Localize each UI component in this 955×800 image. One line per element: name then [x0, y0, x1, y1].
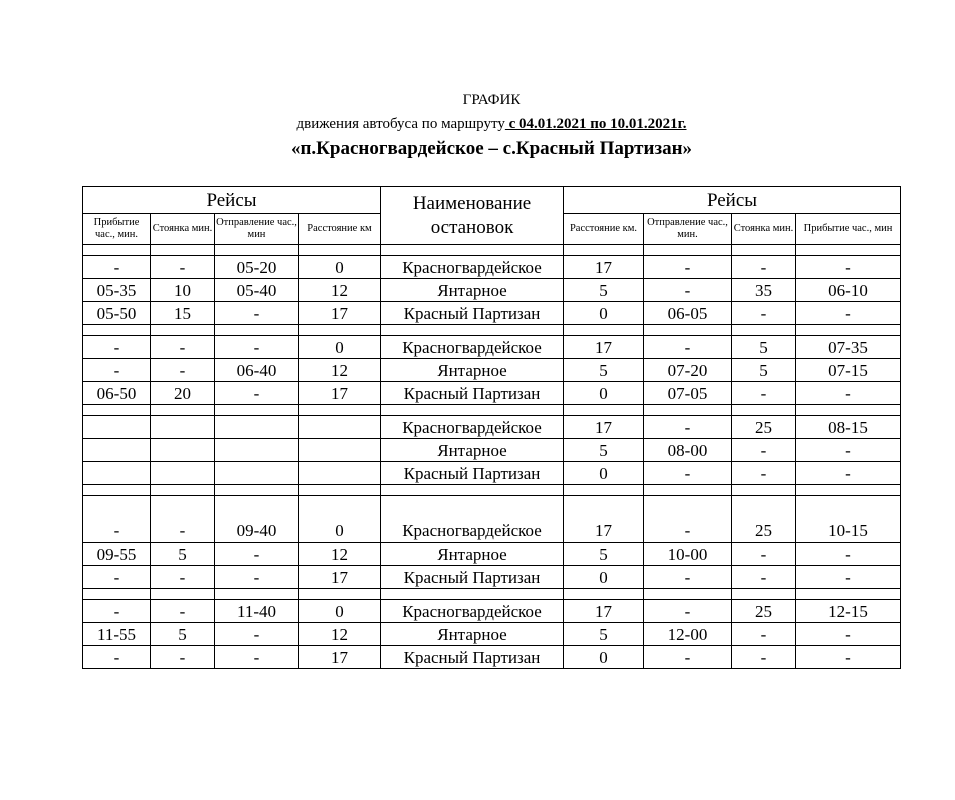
- separator-cell: [151, 485, 215, 496]
- separator-cell: [151, 589, 215, 600]
- left-departure-cell: -: [215, 623, 299, 646]
- left-arrival-cell: -: [83, 646, 151, 669]
- left-distance-cell: [299, 462, 381, 485]
- stop-name-cell: Янтарное: [381, 359, 564, 382]
- separator-cell: [732, 589, 796, 600]
- separator-cell: [796, 589, 901, 600]
- right-stay-cell: -: [732, 302, 796, 325]
- right-departure-cell: 12-00: [644, 623, 732, 646]
- right-departure-header: Отправление час., мин.: [644, 214, 732, 245]
- separator-cell: [381, 485, 564, 496]
- right-departure-cell: -: [644, 336, 732, 359]
- stop-name-cell: Красногвардейское: [381, 600, 564, 623]
- left-arrival-cell: [83, 416, 151, 439]
- table-row: [83, 359, 901, 382]
- separator-cell: [299, 245, 381, 256]
- left-departure-cell: 05-40: [215, 279, 299, 302]
- separator-cell: [644, 405, 732, 416]
- stop-name-cell: Красногвардейское: [381, 336, 564, 359]
- right-distance-cell: 0: [564, 646, 644, 669]
- left-arrival-cell: 05-50: [83, 302, 151, 325]
- stop-name-cell: Красногвардейское: [381, 416, 564, 439]
- right-stay-cell: -: [732, 256, 796, 279]
- stop-name-cell: Красный Партизан: [381, 646, 564, 669]
- right-arrival-cell: 12-15: [796, 600, 901, 623]
- left-arrival-cell: -: [83, 496, 151, 543]
- left-arrival-header: Прибытие час., мин.: [83, 214, 151, 245]
- separator-cell: [381, 589, 564, 600]
- stop-name-cell: Янтарное: [381, 623, 564, 646]
- table-row: [83, 496, 901, 543]
- left-departure-cell: -: [215, 382, 299, 405]
- table-row: [83, 382, 901, 405]
- table-row: [83, 416, 901, 439]
- right-arrival-cell: -: [796, 439, 901, 462]
- separator-cell: [564, 485, 644, 496]
- left-stay-cell: -: [151, 566, 215, 589]
- right-arrival-header: Прибытие час., мин: [796, 214, 901, 245]
- separator-cell: [732, 245, 796, 256]
- right-arrival-cell: -: [796, 566, 901, 589]
- separator-cell: [381, 325, 564, 336]
- separator-cell: [381, 405, 564, 416]
- separator-cell: [732, 405, 796, 416]
- left-distance-cell: 17: [299, 646, 381, 669]
- table-row: [83, 256, 901, 279]
- right-distance-cell: 5: [564, 359, 644, 382]
- right-arrival-cell: 07-15: [796, 359, 901, 382]
- stop-name-cell: Красный Партизан: [381, 566, 564, 589]
- separator-cell: [564, 405, 644, 416]
- left-departure-cell: [215, 462, 299, 485]
- left-departure-cell: -: [215, 566, 299, 589]
- left-distance-cell: 17: [299, 382, 381, 405]
- right-stay-cell: -: [732, 382, 796, 405]
- right-arrival-cell: -: [796, 462, 901, 485]
- separator-cell: [564, 589, 644, 600]
- right-departure-cell: 08-00: [644, 439, 732, 462]
- separator-cell: [83, 245, 151, 256]
- right-arrival-cell: -: [796, 256, 901, 279]
- separator-cell: [151, 325, 215, 336]
- left-stay-cell: -: [151, 496, 215, 543]
- left-departure-cell: -: [215, 646, 299, 669]
- left-arrival-cell: [83, 462, 151, 485]
- right-distance-cell: 5: [564, 543, 644, 566]
- right-departure-cell: 06-05: [644, 302, 732, 325]
- route-description: движения автобуса по маршруту: [296, 116, 505, 132]
- stop-name-cell: Янтарное: [381, 279, 564, 302]
- table-row: [83, 623, 901, 646]
- stop-name-cell: Красный Партизан: [381, 302, 564, 325]
- left-distance-cell: 12: [299, 543, 381, 566]
- separator-cell: [796, 245, 901, 256]
- left-stay-cell: 10: [151, 279, 215, 302]
- right-stay-cell: 35: [732, 279, 796, 302]
- left-distance-cell: [299, 439, 381, 462]
- right-trips-header: Рейсы: [564, 187, 901, 214]
- right-stay-cell: -: [732, 646, 796, 669]
- separator-cell: [215, 589, 299, 600]
- left-stay-cell: 5: [151, 543, 215, 566]
- right-distance-cell: 17: [564, 416, 644, 439]
- right-departure-cell: -: [644, 462, 732, 485]
- left-distance-cell: 12: [299, 623, 381, 646]
- right-arrival-cell: -: [796, 543, 901, 566]
- right-departure-cell: -: [644, 256, 732, 279]
- separator-cell: [644, 325, 732, 336]
- right-stay-cell: -: [732, 439, 796, 462]
- right-departure-cell: -: [644, 600, 732, 623]
- left-arrival-cell: -: [83, 256, 151, 279]
- right-distance-cell: 17: [564, 256, 644, 279]
- stop-name-cell: Красногвардейское: [381, 256, 564, 279]
- right-stay-cell: -: [732, 462, 796, 485]
- right-stay-cell: 25: [732, 496, 796, 543]
- right-departure-cell: -: [644, 646, 732, 669]
- left-arrival-cell: -: [83, 600, 151, 623]
- left-arrival-cell: -: [83, 566, 151, 589]
- left-stay-cell: -: [151, 256, 215, 279]
- table-row: [83, 462, 901, 485]
- separator-cell: [796, 405, 901, 416]
- separator-cell: [299, 405, 381, 416]
- block-separator: [83, 485, 901, 496]
- right-arrival-cell: -: [796, 646, 901, 669]
- schedule-period: с 04.01.2021 по 10.01.2021г.: [504, 116, 687, 132]
- left-stay-cell: 15: [151, 302, 215, 325]
- separator-cell: [215, 245, 299, 256]
- table-row: [83, 336, 901, 359]
- left-departure-cell: [215, 439, 299, 462]
- table-row: [83, 566, 901, 589]
- right-arrival-cell: -: [796, 623, 901, 646]
- right-distance-cell: 5: [564, 439, 644, 462]
- separator-cell: [215, 485, 299, 496]
- separator-cell: [564, 325, 644, 336]
- right-departure-cell: -: [644, 496, 732, 543]
- left-departure-cell: [215, 416, 299, 439]
- right-distance-cell: 5: [564, 279, 644, 302]
- separator-cell: [299, 485, 381, 496]
- right-arrival-cell: -: [796, 382, 901, 405]
- left-distance-cell: 17: [299, 302, 381, 325]
- block-separator: [83, 405, 901, 416]
- right-stay-cell: -: [732, 623, 796, 646]
- left-stay-cell: -: [151, 359, 215, 382]
- right-distance-cell: 17: [564, 496, 644, 543]
- schedule-table: [82, 186, 901, 669]
- left-departure-cell: 05-20: [215, 256, 299, 279]
- right-departure-cell: 10-00: [644, 543, 732, 566]
- right-departure-cell: -: [644, 566, 732, 589]
- right-departure-cell: 07-20: [644, 359, 732, 382]
- left-stay-cell: -: [151, 336, 215, 359]
- left-stay-cell: -: [151, 600, 215, 623]
- left-stay-cell: 5: [151, 623, 215, 646]
- right-stay-cell: 25: [732, 600, 796, 623]
- left-stay-cell: -: [151, 646, 215, 669]
- block-separator: [83, 325, 901, 336]
- right-arrival-cell: 07-35: [796, 336, 901, 359]
- left-distance-cell: 17: [299, 566, 381, 589]
- left-arrival-cell: -: [83, 359, 151, 382]
- left-stay-cell: [151, 462, 215, 485]
- separator-cell: [732, 485, 796, 496]
- separator-cell: [83, 485, 151, 496]
- left-stay-cell: 20: [151, 382, 215, 405]
- document-title: ГРАФИК: [462, 92, 521, 108]
- separator-cell: [299, 589, 381, 600]
- schedule-body: [83, 245, 901, 669]
- left-distance-cell: 12: [299, 359, 381, 382]
- right-stay-cell: 5: [732, 359, 796, 382]
- right-departure-cell: 07-05: [644, 382, 732, 405]
- left-distance-cell: 0: [299, 256, 381, 279]
- stop-name-cell: Янтарное: [381, 439, 564, 462]
- right-departure-cell: -: [644, 279, 732, 302]
- table-row: [83, 543, 901, 566]
- stop-name-cell: Красногвардейское: [381, 496, 564, 543]
- left-arrival-cell: 09-55: [83, 543, 151, 566]
- separator-cell: [215, 405, 299, 416]
- block-separator: [83, 589, 901, 600]
- left-departure-cell: -: [215, 302, 299, 325]
- left-stay-header: Стоянка мин.: [151, 214, 215, 245]
- left-departure-cell: 06-40: [215, 359, 299, 382]
- left-arrival-cell: 11-55: [83, 623, 151, 646]
- right-stay-header: Стоянка мин.: [732, 214, 796, 245]
- separator-cell: [151, 405, 215, 416]
- left-arrival-cell: 05-35: [83, 279, 151, 302]
- right-arrival-cell: 06-10: [796, 279, 901, 302]
- stop-name-cell: Красный Партизан: [381, 462, 564, 485]
- separator-cell: [644, 589, 732, 600]
- right-stay-cell: -: [732, 566, 796, 589]
- separator-cell: [299, 325, 381, 336]
- separator-cell: [644, 245, 732, 256]
- document-subtitle: [14, 116, 955, 133]
- left-departure-header: Отправление час., мин: [215, 214, 299, 245]
- stop-name-cell: Красный Партизан: [381, 382, 564, 405]
- right-distance-cell: 5: [564, 623, 644, 646]
- table-row: [83, 439, 901, 462]
- right-departure-cell: -: [644, 416, 732, 439]
- left-distance-cell: [299, 416, 381, 439]
- right-arrival-cell: -: [796, 302, 901, 325]
- separator-cell: [796, 325, 901, 336]
- right-distance-cell: 17: [564, 600, 644, 623]
- separator-cell: [215, 325, 299, 336]
- right-arrival-cell: 10-15: [796, 496, 901, 543]
- table-row: [83, 600, 901, 623]
- separator-cell: [564, 245, 644, 256]
- stop-name-cell: Янтарное: [381, 543, 564, 566]
- left-departure-cell: -: [215, 543, 299, 566]
- left-arrival-cell: 06-50: [83, 382, 151, 405]
- left-departure-cell: -: [215, 336, 299, 359]
- left-arrival-cell: -: [83, 336, 151, 359]
- separator-cell: [644, 485, 732, 496]
- left-distance-cell: 0: [299, 600, 381, 623]
- separator-cell: [381, 245, 564, 256]
- right-distance-header: Расстояние км.: [564, 214, 644, 245]
- route-name: «п.Красногвардейское – с.Красный Партизан»: [290, 138, 693, 159]
- left-departure-cell: 09-40: [215, 496, 299, 543]
- right-stay-cell: 25: [732, 416, 796, 439]
- separator-cell: [732, 325, 796, 336]
- right-distance-cell: 17: [564, 336, 644, 359]
- right-distance-cell: 0: [564, 566, 644, 589]
- separator-cell: [796, 485, 901, 496]
- stop-name-header: Наименование остановок: [381, 187, 564, 245]
- left-distance-cell: 12: [299, 279, 381, 302]
- left-distance-cell: 0: [299, 336, 381, 359]
- left-arrival-cell: [83, 439, 151, 462]
- left-departure-cell: 11-40: [215, 600, 299, 623]
- separator-cell: [83, 405, 151, 416]
- separator-cell: [151, 245, 215, 256]
- right-stay-cell: 5: [732, 336, 796, 359]
- left-distance-cell: 0: [299, 496, 381, 543]
- right-distance-cell: 0: [564, 382, 644, 405]
- right-distance-cell: 0: [564, 462, 644, 485]
- left-trips-header: Рейсы: [83, 187, 381, 214]
- left-stay-cell: [151, 439, 215, 462]
- table-row: [83, 302, 901, 325]
- left-distance-header: Расстояние км: [299, 214, 381, 245]
- table-row: [83, 279, 901, 302]
- table-row: [83, 646, 901, 669]
- left-stay-cell: [151, 416, 215, 439]
- separator-cell: [83, 325, 151, 336]
- block-separator: [83, 245, 901, 256]
- right-stay-cell: -: [732, 543, 796, 566]
- right-distance-cell: 0: [564, 302, 644, 325]
- separator-cell: [83, 589, 151, 600]
- right-arrival-cell: 08-15: [796, 416, 901, 439]
